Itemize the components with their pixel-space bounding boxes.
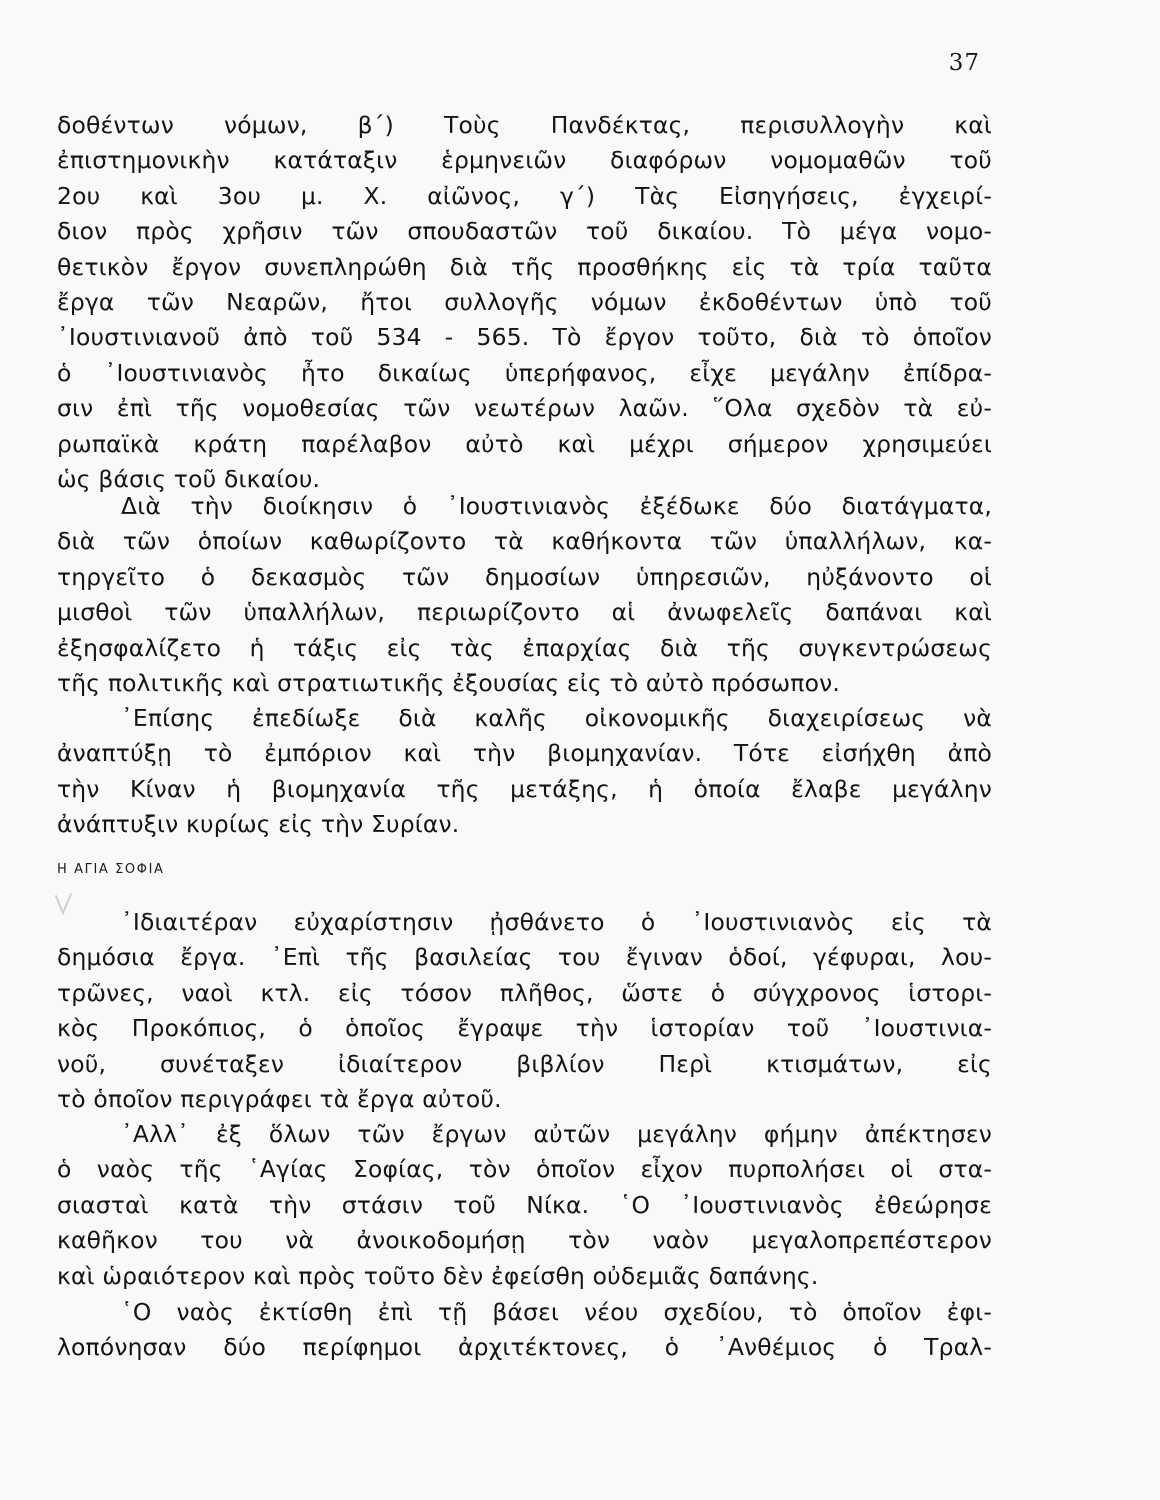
text-line: τρῶνες, ναοὶ κτλ. εἰς τόσον πλῆθος, ὥστε ὁ σύγχρονος ἱστορι-	[57, 978, 992, 1007]
text-line: ὁ ναὸς τῆς ῾Αγίας Σοφίας, τὸν ὁποῖον εἶχον πυρπολήσει οἱ στα-	[57, 1155, 992, 1184]
text-line: ᾿Επίσης ἐπεδίωξε διὰ καλῆς οἰκονομικῆς διαχειρίσεως νὰ	[121, 704, 992, 732]
text-line: λοπόνησαν δύο περίφημοι ἀρχιτέκτονες, ὁ ᾿Ανθέμιος ὁ Τραλ-	[57, 1333, 992, 1362]
text-line: ἀνάπτυξιν κυρίως εἰς τὴν Συρίαν.	[57, 810, 460, 839]
text-line: τῆς πολιτικῆς καὶ στρατιωτικῆς ἐξουσίας εἰς τὸ αὐτὸ πρόσωπον.	[57, 668, 841, 697]
text-line: σιν ἐπὶ τῆς νομοθεσίας τῶν νεωτέρων λαῶν. ῞Ολα σχεδὸν τὰ εὐ-	[57, 394, 992, 423]
text-line: ὁ ᾿Ιουστινιανὸς ἦτο δικαίως ὑπερήφανος, εἶχε μεγάλην ἐπίδρα-	[57, 358, 992, 387]
text-line: ἐξησφαλίζετο ἡ τάξις εἰς τὰς ἐπαρχίας διὰ τῆς συγκεντρώσεως	[57, 633, 992, 662]
text-line: Διὰ τὴν διοίκησιν ὁ ᾿Ιουστινιανὸς ἐξέδωκε δύο διατάγματα,	[121, 492, 992, 520]
text-line: κὸς Προκόπιος, ὁ ὁποῖος ἔγραψε τὴν ἱστορίαν τοῦ ᾿Ιουστινια-	[57, 1014, 992, 1043]
text-line: ρωπαϊκὰ κράτη παρέλαβον αὐτὸ καὶ μέχρι σήμερον χρησιμεύει	[57, 429, 992, 458]
text-line: δημόσια ἔργα. ᾿Επὶ τῆς βασιλείας του ἔγιναν ὁδοί, γέφυραι, λου-	[57, 943, 992, 972]
text-line: τηργεῖτο ὁ δεκασμὸς τῶν δημοσίων ὑπηρεσιῶν, ηὐξάνοντο οἱ	[57, 562, 992, 591]
text-line: νοῦ, συνέταξεν ἰδιαίτερον βιβλίον Περὶ κτισμάτων, εἰς	[57, 1049, 992, 1078]
text-line: σιασταὶ κατὰ τὴν στάσιν τοῦ Νίκα. ῾Ο ᾿Ιουστινιανὸς ἐθεώρησε	[57, 1190, 992, 1219]
text-line: καθῆκον του νὰ ἀνοικοδομήσῃ τὸν ναὸν μεγαλοπρεπέστερον	[57, 1226, 992, 1255]
text-line: διον πρὸς χρῆσιν τῶν σπουδαστῶν τοῦ δικαίου. Τὸ μέγα νομο-	[57, 217, 992, 246]
text-line: διὰ τῶν ὁποίων καθωρίζοντο τὰ καθήκοντα τῶν ὑπαλλήλων, κα-	[57, 527, 992, 556]
section-heading: Η ΑΓΙΑ ΣΟΦΙΑ	[57, 862, 165, 877]
text-line: δοθέντων νόμων, β΄) Τοὺς Πανδέκτας, περισυλλογὴν καὶ	[57, 111, 992, 139]
paragraph-administration	[57, 489, 992, 701]
text-line: 2ου καὶ 3ου μ. Χ. αἰῶνος, γ΄) Τὰς Εἰσηγήσεις, ἐγχειρί-	[57, 181, 992, 210]
text-line: ὡς βάσις τοῦ δικαίου.	[57, 464, 321, 493]
page-number: 37	[948, 50, 980, 76]
text-line: ἀναπτύξῃ τὸ ἐμπόριον καὶ τὴν βιομηχανίαν. Τότε εἰσήχθη ἀπὸ	[57, 739, 992, 768]
text-line: τὸ ὁποῖον περιγράφει τὰ ἔργα αὐτοῦ.	[57, 1084, 502, 1113]
text-line: μισθοὶ τῶν ὑπαλλήλων, περιωρίζοντο αἱ ἀνωφελεῖς δαπάναι καὶ	[57, 598, 992, 627]
text-line: ἔργα τῶν Νεαρῶν, ἤτοι συλλογῆς νόμων ἐκδοθέντων ὑπὸ τοῦ	[57, 287, 992, 316]
paragraph-economy	[57, 701, 992, 843]
text-line: ᾿Ιουστινιανοῦ ἀπὸ τοῦ 534 - 565. Τὸ ἔργον τοῦτο, διὰ τὸ ὁποῖον	[57, 323, 992, 352]
paragraph-public-works	[57, 905, 992, 1117]
text-line: ῾Ο ναὸς ἐκτίσθη ἐπὶ τῇ βάσει νέου σχεδίου, τὸ ὁποῖον ἐφι-	[121, 1298, 992, 1326]
text-line: τὴν Κίναν ἡ βιομηχανία τῆς μετάξης, ἡ ὁποία ἔλαβε μεγάλην	[57, 774, 992, 803]
text-line: ᾿Αλλ᾿ ἐξ ὅλων τῶν ἔργων αὐτῶν μεγάλην φήμην ἀπέκτησεν	[121, 1120, 992, 1148]
paragraph-legal-works	[57, 108, 992, 497]
text-line: καὶ ὡραιότερον καὶ πρὸς τοῦτο δὲν ἐφείσθη οὐδεμιᾶς δαπάνης.	[57, 1261, 819, 1290]
paragraph-hagia-sophia	[57, 1117, 992, 1294]
paragraph-construction	[57, 1295, 992, 1366]
text-line: θετικὸν ἔργον συνεπληρώθη διὰ τῆς προσθήκης εἰς τὰ τρία ταῦτα	[57, 252, 992, 281]
text-line: ἐπιστημονικὴν κατάταξιν ἑρμηνειῶν διαφόρων νομομαθῶν τοῦ	[57, 146, 992, 175]
text-line: ᾿Ιδιαιτέραν εὐχαρίστησιν ᾐσθάνετο ὁ ᾿Ιουστινιανὸς εἰς τὰ	[121, 908, 992, 936]
